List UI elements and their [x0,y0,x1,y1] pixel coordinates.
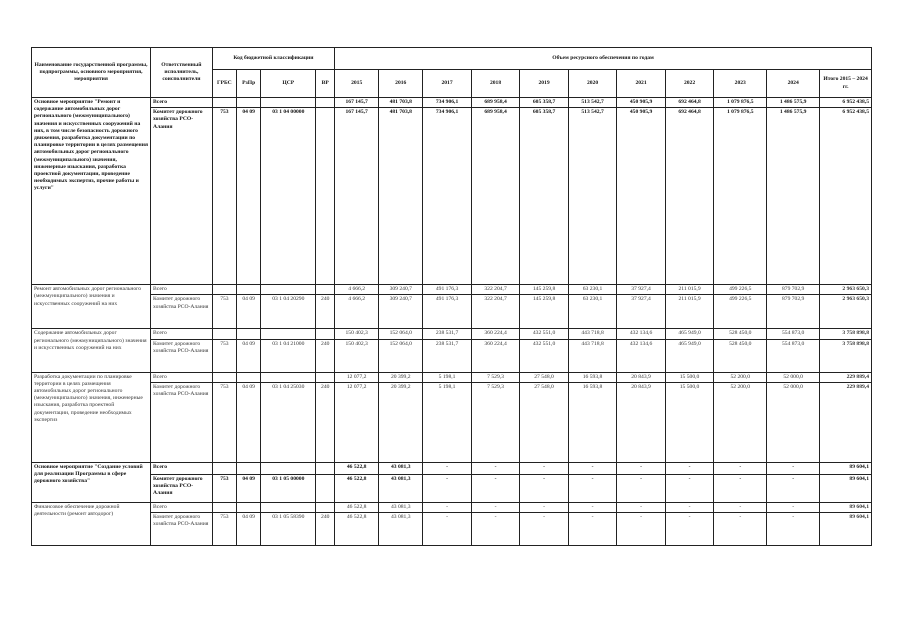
vr-code-cell [316,285,335,295]
year-value-cell: - [714,462,767,474]
csr-code-cell: 03 1 04 21000 [261,339,316,372]
year-value-cell: - [617,474,666,502]
year-value-cell: 443 718,8 [568,339,617,372]
year-value-cell: 450 905,9 [617,98,666,108]
year-value-cell: 20 399,2 [379,372,423,382]
year-value-cell: 37 927,4 [617,285,666,295]
vr-code-cell [316,329,335,339]
vr-code-cell: 240 [316,513,335,546]
csr-code-cell [261,372,316,382]
grbs-code-cell [212,462,236,474]
csr-code-cell [261,502,316,512]
vr-code-cell [316,502,335,512]
year-value-cell: 145 259,8 [520,295,569,329]
year-value-cell: - [767,462,820,474]
year-value-cell: 1 079 876,5 [714,108,767,285]
year-value-cell: 43 081,3 [379,502,423,512]
year-value-cell: 443 718,8 [568,329,617,339]
grbs-code-cell: 753 [212,108,236,285]
header-code-rzpr: РзПр [237,70,261,98]
year-value-cell: 20 399,2 [379,382,423,462]
main-activity-name: Основное мероприятие "Создание условий для реализации Программы в сфере дорожного хозяйства" [32,462,151,502]
table-row [32,98,872,108]
year-value-cell: - [471,513,520,546]
header-code-group: Код бюджетной классификации [212,48,334,70]
year-value-cell: - [767,502,820,512]
year-value-cell: 150 402,3 [335,339,379,372]
executor-cell: Всего [151,98,213,108]
total-value-cell: 89 604,1 [820,513,872,546]
table-row [32,382,872,462]
budget-table-page [31,47,872,546]
year-value-cell: 152 064,0 [379,339,423,372]
year-value-cell: - [617,502,666,512]
csr-code-cell [261,329,316,339]
total-value-cell: 6 952 438,5 [820,108,872,285]
year-value-cell: 481 703,8 [379,98,423,108]
grbs-code-cell: 753 [212,513,236,546]
vr-code-cell [316,108,335,285]
year-value-cell: 309 240,7 [379,295,423,329]
year-value-cell: - [568,513,617,546]
rzpr-code-cell: 04 09 [237,382,261,462]
table-row [32,295,872,329]
year-value-cell: 63 230,1 [568,285,617,295]
header-year: 2021 [617,70,666,98]
rzpr-code-cell [237,372,261,382]
year-value-cell: 1 486 575,9 [767,98,820,108]
year-value-cell: 167 145,7 [335,98,379,108]
year-value-cell: - [665,502,714,512]
year-value-cell: 605 358,7 [520,108,569,285]
year-value-cell: - [714,513,767,546]
year-value-cell: 16 593,8 [568,372,617,382]
year-value-cell: - [617,462,666,474]
year-value-cell: 46 522,8 [335,502,379,512]
total-value-cell: 6 952 438,5 [820,98,872,108]
total-value-cell: 2 963 650,3 [820,285,872,295]
activity-name: Ремонт автомобильных дорог регионального (межмуниципального) значения и искусственных сооружений на них [32,285,151,329]
year-value-cell: 432 551,0 [520,329,569,339]
year-value-cell: 450 905,9 [617,108,666,285]
rzpr-code-cell [237,329,261,339]
year-value-cell: 63 230,1 [568,295,617,329]
table-row [32,474,872,502]
rzpr-code-cell: 04 09 [237,108,261,285]
year-value-cell: 689 958,4 [471,98,520,108]
total-value-cell: 229 889,4 [820,382,872,462]
total-value-cell: 89 604,1 [820,474,872,502]
year-value-cell: 52 200,0 [714,382,767,462]
vr-code-cell: 240 [316,339,335,372]
rzpr-code-cell: 04 09 [237,339,261,372]
year-value-cell: 12 077,2 [335,372,379,382]
year-value-cell: - [471,474,520,502]
csr-code-cell: 03 1 04 00000 [261,108,316,285]
table-row [32,372,872,382]
year-value-cell: 465 949,0 [665,339,714,372]
vr-code-cell [316,474,335,502]
header-year: 2015 [335,70,379,98]
year-value-cell: - [617,513,666,546]
year-value-cell: 27 548,0 [520,372,569,382]
vr-code-cell: 240 [316,382,335,462]
header-year: 2023 [714,70,767,98]
year-value-cell: 499 226,5 [714,295,767,329]
executor-cell: Комитет дорожного хозяйства РСО-Алания [151,108,213,285]
year-value-cell: - [520,502,569,512]
header-year: 2017 [423,70,472,98]
year-value-cell: 238 531,7 [423,329,472,339]
grbs-code-cell: 753 [212,339,236,372]
total-value-cell: 229 889,4 [820,372,872,382]
year-value-cell: 322 204,7 [471,295,520,329]
header-total-column: Итого 2015 – 2024 гг. [820,70,872,98]
year-value-cell: 605 358,7 [520,98,569,108]
year-value-cell: 554 873,0 [767,339,820,372]
year-value-cell: 432 134,6 [617,339,666,372]
year-value-cell: - [665,474,714,502]
year-value-cell: - [423,502,472,512]
year-value-cell: - [767,474,820,502]
year-value-cell: 43 081,3 [379,474,423,502]
rzpr-code-cell: 04 09 [237,474,261,502]
year-value-cell: 52 200,0 [714,372,767,382]
year-value-cell: 734 906,1 [423,98,472,108]
year-value-cell: 465 949,0 [665,329,714,339]
grbs-code-cell: 753 [212,295,236,329]
year-value-cell: - [520,462,569,474]
csr-code-cell: 03 1 05 00000 [261,474,316,502]
year-value-cell: 52 000,0 [767,372,820,382]
activity-name: Финансовое обеспечение дорожной деятельности (ремонт автодорог) [32,502,151,545]
executor-cell: Комитет дорожного хозяйства РСО-Алания [151,339,213,372]
year-value-cell: - [568,462,617,474]
year-value-cell: - [423,462,472,474]
year-value-cell: 5 198,1 [423,382,472,462]
year-value-cell: 689 958,4 [471,108,520,285]
year-value-cell: - [471,502,520,512]
rzpr-code-cell [237,502,261,512]
year-value-cell: 238 531,7 [423,339,472,372]
year-value-cell: 513 542,7 [568,108,617,285]
executor-cell: Комитет дорожного хозяйства РСО-Алания [151,513,213,546]
year-value-cell: - [714,502,767,512]
executor-cell: Всего [151,285,213,295]
year-value-cell: 879 702,9 [767,295,820,329]
rzpr-code-cell: 04 09 [237,513,261,546]
executor-cell: Всего [151,502,213,512]
year-value-cell: 43 081,3 [379,513,423,546]
header-executor-column: Ответственный исполнитель, соисполнители [151,48,213,98]
main-activity-name: Основное мероприятие "Ремонт и содержание автомобильных дорог регионального (межмуниципального) значения и искусственных сооружений на них, в том числе безопасность дорожного движения, разработка документации по планировке территории в целях размещения автомобильных дорог регионального (межмуниципального) значения, инженерные изыскания, разработка проектной документации, проведение необходимых экспертиз, прочие работы и услуги" [32,98,151,285]
year-value-cell: - [714,474,767,502]
total-value-cell: 89 604,1 [820,462,872,474]
rzpr-code-cell: 04 09 [237,295,261,329]
year-value-cell: 481 703,8 [379,108,423,285]
budget-table [31,47,872,546]
header-year: 2016 [379,70,423,98]
year-value-cell: - [568,502,617,512]
grbs-code-cell [212,502,236,512]
year-value-cell: 360 224,4 [471,339,520,372]
year-value-cell: 150 402,3 [335,329,379,339]
year-value-cell: 145 259,8 [520,285,569,295]
table-row [32,502,872,512]
activity-name: Содержание автомобильных дорог регионального (межмуниципального) значения и искусственных сооружений на них [32,329,151,372]
vr-code-cell [316,462,335,474]
year-value-cell: 491 176,3 [423,285,472,295]
year-value-cell: 167 145,7 [335,108,379,285]
year-value-cell: 4 666,2 [335,285,379,295]
year-value-cell: - [471,462,520,474]
rzpr-code-cell [237,285,261,295]
header-year: 2024 [767,70,820,98]
year-value-cell: 16 593,8 [568,382,617,462]
table-row [32,285,872,295]
total-value-cell: 2 963 650,3 [820,295,872,329]
year-value-cell: 27 548,0 [520,382,569,462]
year-value-cell: - [520,513,569,546]
activity-name: Разработка документации по планировке территории в целях размещения автомобильных дорог регионального (межмуниципального) значения, инженерные изыскания, разработка проектной документации, проведение необходимых экспертиз [32,372,151,462]
table-row [32,329,872,339]
year-value-cell: 15 500,0 [665,382,714,462]
year-value-cell: 554 873,0 [767,329,820,339]
csr-code-cell [261,285,316,295]
year-value-cell: 15 500,0 [665,372,714,382]
grbs-code-cell [212,285,236,295]
executor-cell: Всего [151,462,213,474]
grbs-code-cell: 753 [212,474,236,502]
table-row [32,462,872,474]
rzpr-code-cell [237,462,261,474]
rzpr-code-cell [237,98,261,108]
year-value-cell: 7 529,3 [471,372,520,382]
year-value-cell: 5 198,1 [423,372,472,382]
year-value-cell: 879 702,9 [767,285,820,295]
year-value-cell: 309 240,7 [379,285,423,295]
csr-code-cell: 03 1 04 20290 [261,295,316,329]
year-value-cell: 46 522,8 [335,474,379,502]
header-code-vr: ВР [316,70,335,98]
year-value-cell: 499 226,5 [714,285,767,295]
year-value-cell: 152 064,0 [379,329,423,339]
total-value-cell: 3 758 898,8 [820,339,872,372]
year-value-cell: 7 529,3 [471,382,520,462]
year-value-cell: 20 843,9 [617,382,666,462]
csr-code-cell: 03 1 05 58390 [261,513,316,546]
total-value-cell: 3 758 898,8 [820,329,872,339]
grbs-code-cell [212,98,236,108]
year-value-cell: 528 450,0 [714,339,767,372]
year-value-cell: 432 551,0 [520,339,569,372]
table-row [32,513,872,546]
year-value-cell: - [423,513,472,546]
csr-code-cell: 03 1 04 25030 [261,382,316,462]
year-value-cell: 211 015,9 [665,285,714,295]
header-code-grbs: ГРБС [212,70,236,98]
year-value-cell: 513 542,7 [568,98,617,108]
header-year: 2018 [471,70,520,98]
table-row [32,108,872,285]
header-code-csr: ЦСР [261,70,316,98]
year-value-cell: 692 464,8 [665,108,714,285]
csr-code-cell [261,98,316,108]
year-value-cell: - [665,513,714,546]
total-value-cell: 89 604,1 [820,502,872,512]
year-value-cell: - [767,513,820,546]
executor-cell: Всего [151,372,213,382]
year-value-cell: 43 081,3 [379,462,423,474]
year-value-cell: 46 522,8 [335,462,379,474]
csr-code-cell [261,462,316,474]
year-value-cell: 211 015,9 [665,295,714,329]
executor-cell: Комитет дорожного хозяйства РСО-Алания [151,474,213,502]
grbs-code-cell [212,372,236,382]
year-value-cell: - [665,462,714,474]
year-value-cell: 12 077,2 [335,382,379,462]
year-value-cell: 1 079 876,5 [714,98,767,108]
year-value-cell: - [423,474,472,502]
year-value-cell: 528 450,0 [714,329,767,339]
year-value-cell: 734 906,1 [423,108,472,285]
year-value-cell: 360 224,4 [471,329,520,339]
header-year: 2022 [665,70,714,98]
year-value-cell: 52 000,0 [767,382,820,462]
vr-code-cell [316,372,335,382]
year-value-cell: 37 927,4 [617,295,666,329]
year-value-cell: 1 486 575,9 [767,108,820,285]
year-value-cell: 20 843,9 [617,372,666,382]
table-row [32,339,872,372]
year-value-cell: 322 204,7 [471,285,520,295]
header-volume-group: Объем ресурсного обеспечения по годам [335,48,872,70]
year-value-cell: - [520,474,569,502]
header-year: 2019 [520,70,569,98]
executor-cell: Комитет дорожного хозяйства РСО-Алания [151,295,213,329]
year-value-cell: 46 522,8 [335,513,379,546]
grbs-code-cell [212,329,236,339]
executor-cell: Всего [151,329,213,339]
header-name-column: Наименование государственной программы, подпрограммы, основного мероприятия, мероприятия [32,48,151,98]
year-value-cell: 4 666,2 [335,295,379,329]
header-year: 2020 [568,70,617,98]
year-value-cell: 432 134,6 [617,329,666,339]
executor-cell: Комитет дорожного хозяйства РСО-Алания [151,382,213,462]
year-value-cell: - [568,474,617,502]
grbs-code-cell: 753 [212,382,236,462]
year-value-cell: 692 464,8 [665,98,714,108]
vr-code-cell: 240 [316,295,335,329]
year-value-cell: 491 176,3 [423,295,472,329]
vr-code-cell [316,98,335,108]
